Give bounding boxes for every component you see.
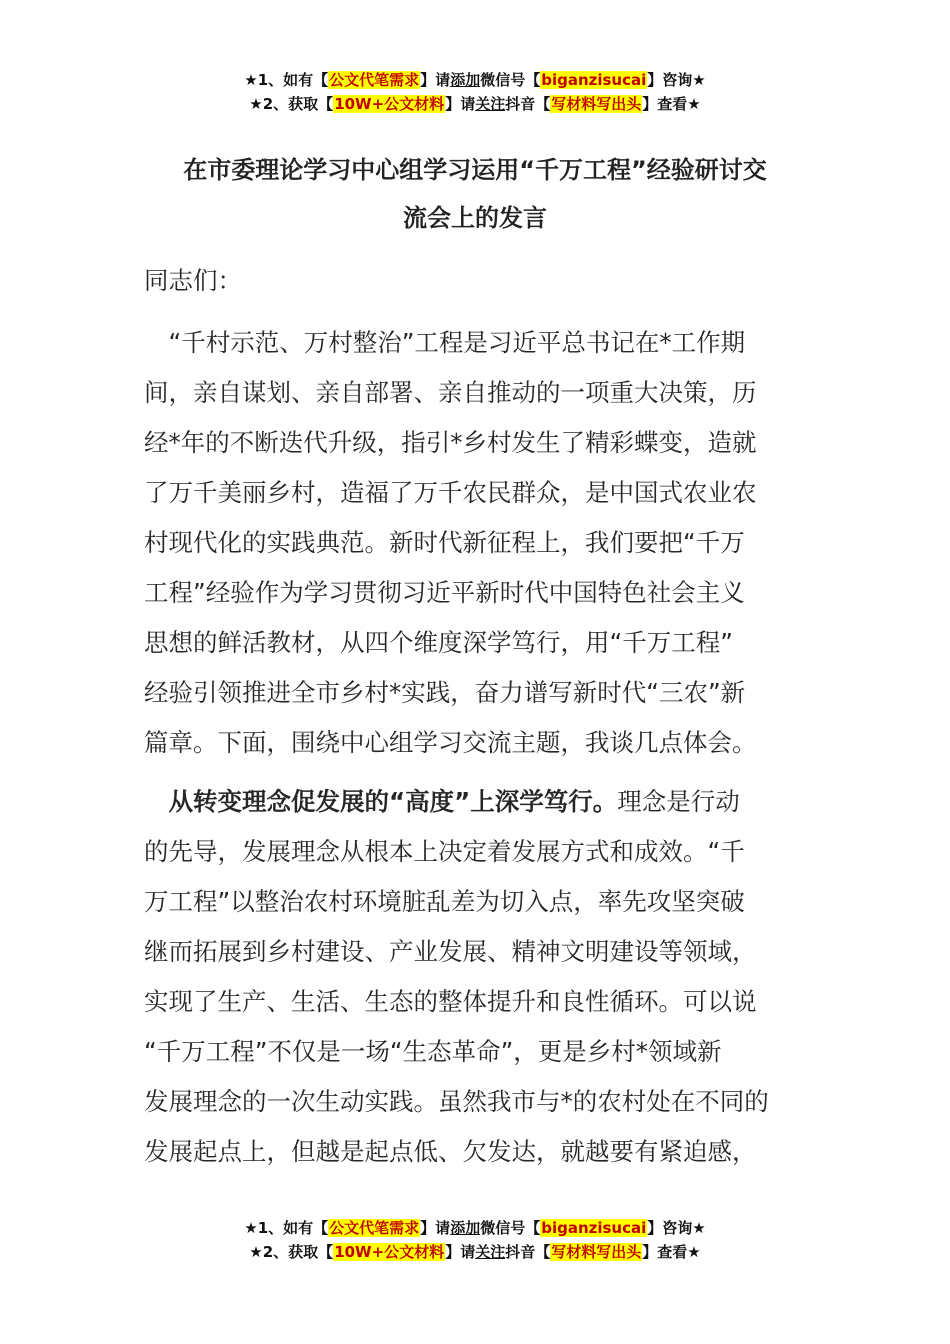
highlight-writing-service: 公文代笔需求 bbox=[329, 71, 420, 89]
text-line: 村现代化的实践典范。新时代新征程上，我们要把“千万 bbox=[144, 528, 745, 557]
document-title bbox=[140, 146, 810, 242]
banner-line-1: ★1、如有【公文代笔需求】请添加微信号【biganzisucai】咨询★ bbox=[244, 71, 706, 89]
text-line: 万工程”以整治农村环境脏乱差为切入点，率先攻坚突破 bbox=[144, 887, 745, 916]
greeting: 同志们： bbox=[144, 266, 242, 295]
text-line: “千万工程”不仅是一场“生态革命”，更是乡村*领域新 bbox=[144, 1037, 722, 1066]
text-line: 经验引领推进全市乡村*实践，奋力谱写新时代“三农”新 bbox=[144, 678, 746, 707]
highlight-wechat-id: biganzisucai bbox=[541, 1219, 647, 1237]
section-heading: 从转变理念促发展的“高度”上深学笃行。 bbox=[144, 787, 618, 816]
text-line: 工程”经验作为学习贯彻习近平新时代中国特色社会主义 bbox=[144, 578, 745, 607]
text-line: 了万千美丽乡村，造福了万千农民群众，是中国式农业农 bbox=[144, 478, 757, 507]
paragraph-first-point bbox=[144, 777, 809, 1177]
highlight-writing-service: 公文代笔需求 bbox=[329, 1219, 420, 1237]
text-line: 经*年的不断迭代升级，指引*乡村发生了精彩蝶变，造就 bbox=[144, 428, 757, 457]
text-line: 从转变理念促发展的“高度”上深学笃行。理念是行动 bbox=[144, 787, 740, 816]
text-line: 继而拓展到乡村建设、产业发展、精神文明建设等领域， bbox=[144, 937, 757, 966]
highlight-douyin-account: 写材料写出头 bbox=[551, 95, 642, 113]
title-line-2: 流会上的发言 bbox=[403, 204, 547, 232]
title-line-1: 在市委理论学习中心组学习运用“千万工程”经验研讨交 bbox=[183, 156, 767, 184]
text-line: “千村示范、万村整治”工程是习近平总书记在*工作期 bbox=[144, 328, 746, 357]
footer-banner bbox=[0, 1216, 950, 1264]
paragraph-intro bbox=[144, 318, 809, 768]
highlight-materials: 10W+公文材料 bbox=[334, 1243, 445, 1261]
banner-line-2: ★2、获取【10W+公文材料】请关注抖音【写材料写出头】查看★ bbox=[249, 95, 701, 113]
text-line: 间，亲自谋划、亲自部署、亲自推动的一项重大决策，历 bbox=[144, 378, 757, 407]
banner-line-2: ★2、获取【10W+公文材料】请关注抖音【写材料写出头】查看★ bbox=[249, 1243, 701, 1261]
text-line: 思想的鲜活教材，从四个维度深学笃行，用“千万工程” bbox=[144, 628, 733, 657]
highlight-materials: 10W+公文材料 bbox=[334, 95, 445, 113]
highlight-wechat-id: biganzisucai bbox=[541, 71, 647, 89]
text-line: 发展起点上，但越是起点低、欠发达，就越要有紧迫感， bbox=[144, 1137, 757, 1166]
banner-line-1: ★1、如有【公文代笔需求】请添加微信号【biganzisucai】咨询★ bbox=[244, 1219, 706, 1237]
highlight-douyin-account: 写材料写出头 bbox=[551, 1243, 642, 1261]
header-banner bbox=[0, 68, 950, 116]
text-line: 篇章。下面，围绕中心组学习交流主题，我谈几点体会。 bbox=[144, 728, 757, 757]
text-line: 的先导，发展理念从根本上决定着发展方式和成效。“千 bbox=[144, 837, 745, 866]
text-line: 实现了生产、生活、生态的整体提升和良性循环。可以说 bbox=[144, 987, 757, 1016]
text-line: 发展理念的一次生动实践。虽然我市与*的农村处在不同的 bbox=[144, 1087, 769, 1116]
